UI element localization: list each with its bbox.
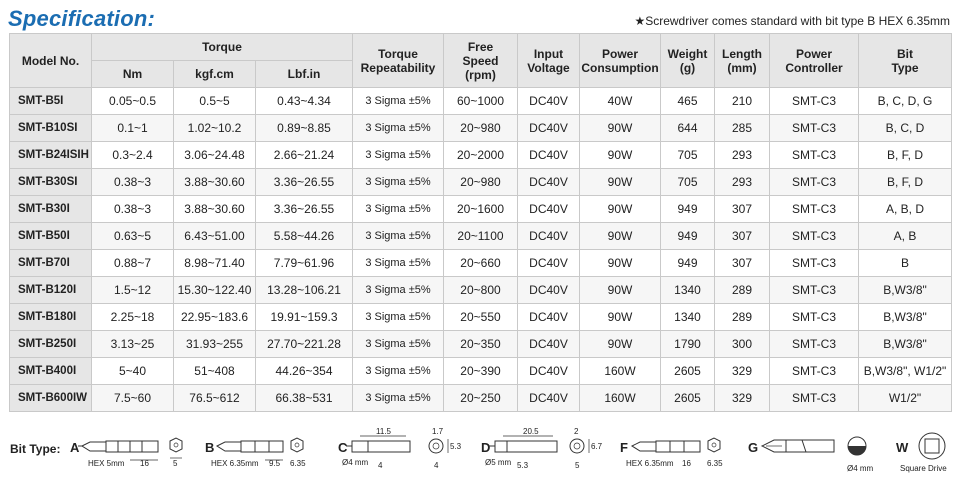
bit-d-dim-bottom2: 5	[575, 461, 580, 470]
cell-lbf: 27.70~221.28	[256, 331, 353, 358]
cell-power: 90W	[580, 223, 661, 250]
bit-c-dim-top2: 1.7	[432, 427, 444, 436]
cell-length: 307	[715, 250, 770, 277]
bit-b-dim1: 9.5	[269, 459, 281, 468]
bit-type-c	[338, 424, 466, 483]
header-speed: Free Speed (rpm)	[444, 34, 518, 88]
cell-lbf: 44.26~354	[256, 358, 353, 385]
cell-weight: 465	[661, 88, 715, 115]
cell-nm: 0.38~3	[92, 169, 174, 196]
spec-table	[9, 33, 952, 412]
bit-type-f	[620, 424, 732, 483]
cell-length: 300	[715, 331, 770, 358]
table-row	[10, 169, 952, 196]
cell-length: 329	[715, 385, 770, 412]
table-row	[10, 277, 952, 304]
header-weight: Weight (g)	[661, 34, 715, 88]
cell-kgf: 3.88~30.60	[174, 196, 256, 223]
cell-lbf: 13.28~106.21	[256, 277, 353, 304]
table-row	[10, 88, 952, 115]
cell-model: SMT-B10SI	[10, 115, 92, 142]
cell-weight: 949	[661, 250, 715, 277]
header-controller: Power Controller	[770, 34, 859, 88]
cell-weight: 1340	[661, 277, 715, 304]
cell-kgf: 31.93~255	[174, 331, 256, 358]
table-row	[10, 196, 952, 223]
cell-rep: 3 Sigma ±5%	[353, 250, 444, 277]
cell-weight: 2605	[661, 358, 715, 385]
cell-nm: 2.25~18	[92, 304, 174, 331]
cell-lbf: 5.58~44.26	[256, 223, 353, 250]
bit-f-drawing-icon	[620, 424, 732, 483]
cell-kgf: 76.5~612	[174, 385, 256, 412]
cell-model: SMT-B400I	[10, 358, 92, 385]
header-kgf: kgf.cm	[174, 61, 256, 88]
bit-c-dim-bottom2: 4	[434, 461, 439, 470]
cell-ctrl: SMT-C3	[770, 385, 859, 412]
cell-rep: 3 Sigma ±5%	[353, 358, 444, 385]
cell-kgf: 15.30~122.40	[174, 277, 256, 304]
cell-nm: 0.88~7	[92, 250, 174, 277]
bit-g-drawing-icon	[748, 424, 878, 483]
cell-bit: A, B, D	[859, 196, 952, 223]
header-power: Power Consumption	[580, 34, 661, 88]
cell-ctrl: SMT-C3	[770, 142, 859, 169]
bit-letter: B	[205, 440, 215, 455]
cell-power: 160W	[580, 358, 661, 385]
cell-rep: 3 Sigma ±5%	[353, 115, 444, 142]
cell-nm: 0.3~2.4	[92, 142, 174, 169]
cell-weight: 705	[661, 142, 715, 169]
cell-rep: 3 Sigma ±5%	[353, 304, 444, 331]
bit-f-dim2: 6.35	[707, 459, 723, 468]
cell-rep: 3 Sigma ±5%	[353, 169, 444, 196]
bit-a-hex: HEX 5mm	[88, 459, 125, 468]
bit-letter: F	[620, 440, 628, 455]
table-row	[10, 331, 952, 358]
cell-length: 289	[715, 277, 770, 304]
cell-volt: DC40V	[518, 358, 580, 385]
table-row	[10, 250, 952, 277]
bit-b-drawing-icon	[205, 424, 315, 483]
cell-kgf: 1.02~10.2	[174, 115, 256, 142]
bit-c-dim-side: 5.3	[450, 442, 462, 451]
cell-nm: 0.1~1	[92, 115, 174, 142]
cell-volt: DC40V	[518, 331, 580, 358]
header-lbf: Lbf.in	[256, 61, 353, 88]
bit-w-square-drive-icon	[896, 424, 956, 483]
cell-power: 90W	[580, 304, 661, 331]
bit-letter: D	[481, 440, 491, 455]
bit-g-diameter: Ø4 mm	[847, 464, 874, 473]
cell-kgf: 6.43~51.00	[174, 223, 256, 250]
cell-weight: 644	[661, 115, 715, 142]
bit-w-desc: Square Drive	[900, 464, 947, 473]
table-row	[10, 223, 952, 250]
cell-bit: B	[859, 250, 952, 277]
cell-weight: 1340	[661, 304, 715, 331]
cell-ctrl: SMT-C3	[770, 223, 859, 250]
bit-c-dim-bottom: 4	[378, 461, 383, 470]
page-title: Specification:	[8, 6, 156, 31]
table-row	[10, 385, 952, 412]
bit-type-a	[70, 424, 190, 483]
cell-volt: DC40V	[518, 223, 580, 250]
cell-model: SMT-B70I	[10, 250, 92, 277]
cell-nm: 1.5~12	[92, 277, 174, 304]
bit-type-b	[205, 424, 315, 483]
cell-volt: DC40V	[518, 115, 580, 142]
cell-kgf: 51~408	[174, 358, 256, 385]
bit-a-dim1: 16	[140, 459, 149, 468]
cell-volt: DC40V	[518, 304, 580, 331]
cell-bit: B,W3/8", W1/2"	[859, 358, 952, 385]
bit-type-d	[481, 424, 609, 483]
bit-c-drawing-icon	[338, 424, 466, 483]
cell-rep: 3 Sigma ±5%	[353, 196, 444, 223]
cell-bit: B, F, D	[859, 142, 952, 169]
cell-kgf: 8.98~71.40	[174, 250, 256, 277]
cell-kgf: 22.95~183.6	[174, 304, 256, 331]
bit-d-dim-bottom: 5.3	[517, 461, 529, 470]
cell-volt: DC40V	[518, 277, 580, 304]
bit-type-legend	[0, 424, 960, 483]
bit-type-g	[748, 424, 878, 483]
cell-lbf: 66.38~531	[256, 385, 353, 412]
cell-power: 90W	[580, 277, 661, 304]
bit-c-diameter: Ø4 mm	[342, 458, 369, 467]
cell-volt: DC40V	[518, 385, 580, 412]
cell-lbf: 19.91~159.3	[256, 304, 353, 331]
cell-power: 160W	[580, 385, 661, 412]
bit-letter: C	[338, 440, 348, 455]
cell-lbf: 3.36~26.55	[256, 169, 353, 196]
cell-power: 90W	[580, 169, 661, 196]
cell-bit: B, F, D	[859, 169, 952, 196]
cell-model: SMT-B30I	[10, 196, 92, 223]
bit-type-w	[896, 424, 956, 483]
cell-nm: 0.38~3	[92, 196, 174, 223]
header-repeatability: Torque Repeatability	[353, 34, 444, 88]
cell-lbf: 0.43~4.34	[256, 88, 353, 115]
cell-bit: A, B	[859, 223, 952, 250]
bit-c-dim-top: 11.5	[376, 427, 391, 436]
cell-rpm: 20~980	[444, 115, 518, 142]
standard-bit-note: ★Screwdriver comes standard with bit type B HEX 6.35mm	[634, 14, 950, 28]
cell-kgf: 3.06~24.48	[174, 142, 256, 169]
table-row	[10, 142, 952, 169]
bit-letter: W	[896, 440, 909, 455]
bit-f-dim1: 16	[682, 459, 691, 468]
cell-rpm: 20~350	[444, 331, 518, 358]
cell-bit: B,W3/8"	[859, 304, 952, 331]
cell-rpm: 20~800	[444, 277, 518, 304]
cell-rep: 3 Sigma ±5%	[353, 223, 444, 250]
cell-rpm: 20~980	[444, 169, 518, 196]
cell-kgf: 3.88~30.60	[174, 169, 256, 196]
cell-length: 307	[715, 196, 770, 223]
cell-rep: 3 Sigma ±5%	[353, 331, 444, 358]
cell-weight: 2605	[661, 385, 715, 412]
cell-rpm: 20~1100	[444, 223, 518, 250]
header-torque: Torque	[92, 34, 353, 61]
cell-rpm: 20~390	[444, 358, 518, 385]
cell-model: SMT-B250I	[10, 331, 92, 358]
cell-ctrl: SMT-C3	[770, 88, 859, 115]
cell-weight: 949	[661, 196, 715, 223]
cell-power: 90W	[580, 142, 661, 169]
cell-bit: B, C, D	[859, 115, 952, 142]
bit-a-dim2: 5	[173, 459, 178, 468]
bit-d-drawing-icon	[481, 424, 609, 483]
cell-length: 307	[715, 223, 770, 250]
cell-nm: 0.05~0.5	[92, 88, 174, 115]
cell-lbf: 0.89~8.85	[256, 115, 353, 142]
cell-rpm: 20~250	[444, 385, 518, 412]
cell-length: 289	[715, 304, 770, 331]
cell-model: SMT-B30SI	[10, 169, 92, 196]
cell-power: 90W	[580, 196, 661, 223]
cell-model: SMT-B5I	[10, 88, 92, 115]
cell-power: 90W	[580, 115, 661, 142]
bit-letter: A	[70, 440, 80, 455]
cell-ctrl: SMT-C3	[770, 358, 859, 385]
cell-length: 293	[715, 142, 770, 169]
cell-ctrl: SMT-C3	[770, 169, 859, 196]
cell-lbf: 3.36~26.55	[256, 196, 353, 223]
bit-b-dim2: 6.35	[290, 459, 306, 468]
bit-b-hex: HEX 6.35mm	[211, 459, 259, 468]
cell-ctrl: SMT-C3	[770, 277, 859, 304]
cell-rep: 3 Sigma ±5%	[353, 142, 444, 169]
cell-power: 90W	[580, 250, 661, 277]
table-row	[10, 115, 952, 142]
cell-power: 40W	[580, 88, 661, 115]
cell-length: 285	[715, 115, 770, 142]
cell-length: 293	[715, 169, 770, 196]
cell-volt: DC40V	[518, 169, 580, 196]
cell-ctrl: SMT-C3	[770, 115, 859, 142]
cell-weight: 705	[661, 169, 715, 196]
header-voltage: Input Voltage	[518, 34, 580, 88]
cell-model: SMT-B180I	[10, 304, 92, 331]
cell-rpm: 20~660	[444, 250, 518, 277]
cell-volt: DC40V	[518, 250, 580, 277]
cell-volt: DC40V	[518, 196, 580, 223]
bit-d-dim-top: 20.5	[523, 427, 539, 436]
cell-length: 329	[715, 358, 770, 385]
cell-bit: B,W3/8"	[859, 277, 952, 304]
cell-bit: W1/2"	[859, 385, 952, 412]
table-row	[10, 304, 952, 331]
cell-rpm: 20~2000	[444, 142, 518, 169]
header-bit-type: Bit Type	[859, 34, 952, 88]
cell-rep: 3 Sigma ±5%	[353, 385, 444, 412]
cell-nm: 5~40	[92, 358, 174, 385]
cell-ctrl: SMT-C3	[770, 196, 859, 223]
cell-bit: B, C, D, G	[859, 88, 952, 115]
header-model: Model No.	[10, 34, 92, 88]
cell-rpm: 20~1600	[444, 196, 518, 223]
cell-weight: 1790	[661, 331, 715, 358]
bit-d-dim-side: 6.7	[591, 442, 603, 451]
cell-ctrl: SMT-C3	[770, 304, 859, 331]
cell-rpm: 20~550	[444, 304, 518, 331]
cell-volt: DC40V	[518, 142, 580, 169]
bit-f-hex: HEX 6.35mm	[626, 459, 674, 468]
cell-weight: 949	[661, 223, 715, 250]
cell-rep: 3 Sigma ±5%	[353, 88, 444, 115]
cell-kgf: 0.5~5	[174, 88, 256, 115]
cell-rep: 3 Sigma ±5%	[353, 277, 444, 304]
cell-power: 90W	[580, 331, 661, 358]
cell-nm: 3.13~25	[92, 331, 174, 358]
cell-length: 210	[715, 88, 770, 115]
cell-model: SMT-B600IW	[10, 385, 92, 412]
cell-model: SMT-B24ISIH	[10, 142, 92, 169]
table-row	[10, 358, 952, 385]
cell-nm: 7.5~60	[92, 385, 174, 412]
cell-model: SMT-B120I	[10, 277, 92, 304]
cell-bit: B,W3/8"	[859, 331, 952, 358]
header-nm: Nm	[92, 61, 174, 88]
header-length: Length (mm)	[715, 34, 770, 88]
bit-letter: G	[748, 440, 759, 455]
cell-ctrl: SMT-C3	[770, 331, 859, 358]
cell-volt: DC40V	[518, 88, 580, 115]
bit-d-diameter: Ø5 mm	[485, 458, 512, 467]
cell-lbf: 2.66~21.24	[256, 142, 353, 169]
cell-model: SMT-B50I	[10, 223, 92, 250]
cell-ctrl: SMT-C3	[770, 250, 859, 277]
cell-rpm: 60~1000	[444, 88, 518, 115]
bit-type-label: Bit Type:	[10, 442, 61, 456]
cell-nm: 0.63~5	[92, 223, 174, 250]
cell-lbf: 7.79~61.96	[256, 250, 353, 277]
bit-d-dim-top2: 2	[574, 427, 579, 436]
bit-a-drawing-icon	[70, 424, 190, 483]
